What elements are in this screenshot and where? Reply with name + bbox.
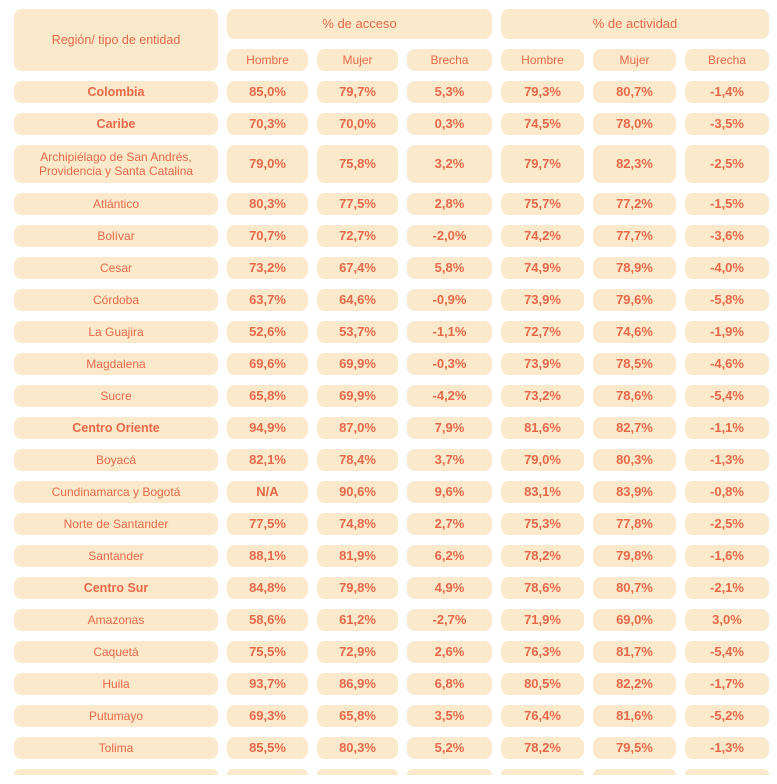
- value-cell: 52,6%: [227, 321, 308, 343]
- subheader-actividad-brecha: Brecha: [685, 49, 769, 71]
- value-cell: 73,9%: [501, 353, 584, 375]
- value-cell: 86,9%: [317, 673, 398, 695]
- value-cell: -1,1%: [407, 321, 492, 343]
- region-label-cell: Atlántico: [14, 193, 218, 215]
- value-cell: 3,0%: [685, 609, 769, 631]
- region-label-cell: Caquetá: [14, 641, 218, 663]
- value-cell: 79,7%: [501, 145, 584, 183]
- column-group-acceso: % de acceso: [227, 9, 492, 39]
- value-cell: 82,2%: [593, 673, 676, 695]
- value-cell: -4,2%: [407, 385, 492, 407]
- value-cell: 73,9%: [501, 289, 584, 311]
- value-cell: 9,6%: [407, 481, 492, 503]
- value-cell: 65,8%: [227, 385, 308, 407]
- value-cell: 94,9%: [227, 417, 308, 439]
- value-cell: 69,9%: [317, 385, 398, 407]
- value-cell: 5,2%: [407, 737, 492, 759]
- value-cell: -2,5%: [685, 145, 769, 183]
- value-cell: 79,8%: [317, 577, 398, 599]
- partial-row-cell: [14, 769, 218, 775]
- value-cell: -1,6%: [685, 545, 769, 567]
- value-cell: 77,5%: [317, 193, 398, 215]
- value-cell: 73,2%: [227, 257, 308, 279]
- value-cell: 78,2%: [501, 545, 584, 567]
- subheader-acceso-hombre: Hombre: [227, 49, 308, 71]
- value-cell: 69,9%: [317, 353, 398, 375]
- partial-row-cell: [407, 769, 492, 775]
- value-cell: -3,6%: [685, 225, 769, 247]
- value-cell: 53,7%: [317, 321, 398, 343]
- value-cell: 74,5%: [501, 113, 584, 135]
- value-cell: 7,9%: [407, 417, 492, 439]
- value-cell: -2,7%: [407, 609, 492, 631]
- value-cell: 74,2%: [501, 225, 584, 247]
- subheader-acceso-mujer: Mujer: [317, 49, 398, 71]
- value-cell: 77,2%: [593, 193, 676, 215]
- corner-header: Región/ tipo de entidad: [14, 9, 218, 71]
- value-cell: 75,5%: [227, 641, 308, 663]
- value-cell: 80,3%: [317, 737, 398, 759]
- value-cell: 84,8%: [227, 577, 308, 599]
- value-cell: 78,6%: [501, 577, 584, 599]
- value-cell: 65,8%: [317, 705, 398, 727]
- value-cell: -4,6%: [685, 353, 769, 375]
- value-cell: 78,2%: [501, 737, 584, 759]
- partial-row-cell: [685, 769, 769, 775]
- value-cell: 81,9%: [317, 545, 398, 567]
- value-cell: 78,6%: [593, 385, 676, 407]
- region-label-cell: Cundinamarca y Bogotá: [14, 481, 218, 503]
- value-cell: 71,9%: [501, 609, 584, 631]
- value-cell: 82,3%: [593, 145, 676, 183]
- value-cell: 70,7%: [227, 225, 308, 247]
- value-cell: 6,2%: [407, 545, 492, 567]
- value-cell: 79,3%: [501, 81, 584, 103]
- value-cell: 2,8%: [407, 193, 492, 215]
- region-label-cell: Sucre: [14, 385, 218, 407]
- partial-row-cell: [317, 769, 398, 775]
- value-cell: 76,3%: [501, 641, 584, 663]
- value-cell: 5,8%: [407, 257, 492, 279]
- value-cell: 72,9%: [317, 641, 398, 663]
- value-cell: 70,0%: [317, 113, 398, 135]
- value-cell: 72,7%: [317, 225, 398, 247]
- region-label-cell: Caribe: [14, 113, 218, 135]
- value-cell: 78,5%: [593, 353, 676, 375]
- value-cell: 79,0%: [227, 145, 308, 183]
- value-cell: 70,3%: [227, 113, 308, 135]
- value-cell: 85,5%: [227, 737, 308, 759]
- value-cell: 82,7%: [593, 417, 676, 439]
- data-table: [14, 9, 768, 775]
- region-label-cell: Archipiélago de San Andrés, Providencia y Santa Catalina: [14, 145, 218, 183]
- column-group-actividad: % de actividad: [501, 9, 769, 39]
- value-cell: 77,8%: [593, 513, 676, 535]
- value-cell: 81,7%: [593, 641, 676, 663]
- value-cell: -5,8%: [685, 289, 769, 311]
- value-cell: 63,7%: [227, 289, 308, 311]
- value-cell: 67,4%: [317, 257, 398, 279]
- value-cell: 87,0%: [317, 417, 398, 439]
- value-cell: 2,7%: [407, 513, 492, 535]
- value-cell: -0,3%: [407, 353, 492, 375]
- subheader-acceso-brecha: Brecha: [407, 49, 492, 71]
- value-cell: 88,1%: [227, 545, 308, 567]
- value-cell: 79,5%: [593, 737, 676, 759]
- value-cell: 69,0%: [593, 609, 676, 631]
- value-cell: 4,9%: [407, 577, 492, 599]
- region-label-cell: Magdalena: [14, 353, 218, 375]
- value-cell: -5,4%: [685, 385, 769, 407]
- value-cell: 69,3%: [227, 705, 308, 727]
- region-label-cell: Colombia: [14, 81, 218, 103]
- value-cell: 3,2%: [407, 145, 492, 183]
- value-cell: 81,6%: [593, 705, 676, 727]
- value-cell: -1,4%: [685, 81, 769, 103]
- value-cell: 83,1%: [501, 481, 584, 503]
- value-cell: 81,6%: [501, 417, 584, 439]
- region-label-cell: Tolima: [14, 737, 218, 759]
- region-label-cell: Bolívar: [14, 225, 218, 247]
- value-cell: 3,7%: [407, 449, 492, 471]
- value-cell: -4,0%: [685, 257, 769, 279]
- value-cell: 80,7%: [593, 577, 676, 599]
- value-cell: 74,6%: [593, 321, 676, 343]
- value-cell: 77,7%: [593, 225, 676, 247]
- value-cell: 72,7%: [501, 321, 584, 343]
- value-cell: -1,3%: [685, 449, 769, 471]
- value-cell: 3,5%: [407, 705, 492, 727]
- subheader-actividad-hombre: Hombre: [501, 49, 584, 71]
- value-cell: 85,0%: [227, 81, 308, 103]
- value-cell: -1,1%: [685, 417, 769, 439]
- value-cell: 64,6%: [317, 289, 398, 311]
- value-cell: 80,7%: [593, 81, 676, 103]
- value-cell: 78,9%: [593, 257, 676, 279]
- partial-row-cell: [227, 769, 308, 775]
- value-cell: 79,6%: [593, 289, 676, 311]
- value-cell: 5,3%: [407, 81, 492, 103]
- partial-row-cell: [501, 769, 584, 775]
- value-cell: 73,2%: [501, 385, 584, 407]
- value-cell: -1,9%: [685, 321, 769, 343]
- value-cell: 80,5%: [501, 673, 584, 695]
- value-cell: -2,1%: [685, 577, 769, 599]
- value-cell: -5,4%: [685, 641, 769, 663]
- value-cell: -2,0%: [407, 225, 492, 247]
- value-cell: 82,1%: [227, 449, 308, 471]
- value-cell: -1,7%: [685, 673, 769, 695]
- value-cell: -0,8%: [685, 481, 769, 503]
- region-label-cell: Centro Sur: [14, 577, 218, 599]
- value-cell: 77,5%: [227, 513, 308, 535]
- value-cell: 69,6%: [227, 353, 308, 375]
- value-cell: -1,5%: [685, 193, 769, 215]
- value-cell: -1,3%: [685, 737, 769, 759]
- region-label-cell: Córdoba: [14, 289, 218, 311]
- value-cell: 80,3%: [593, 449, 676, 471]
- region-label-cell: Norte de Santander: [14, 513, 218, 535]
- value-cell: 79,7%: [317, 81, 398, 103]
- value-cell: 83,9%: [593, 481, 676, 503]
- region-label-cell: Amazonas: [14, 609, 218, 631]
- value-cell: 75,7%: [501, 193, 584, 215]
- region-label-cell: Huila: [14, 673, 218, 695]
- value-cell: -5,2%: [685, 705, 769, 727]
- value-cell: 93,7%: [227, 673, 308, 695]
- value-cell: 74,8%: [317, 513, 398, 535]
- region-label-cell: La Guajira: [14, 321, 218, 343]
- value-cell: -0,9%: [407, 289, 492, 311]
- region-label-cell: Putumayo: [14, 705, 218, 727]
- value-cell: 6,8%: [407, 673, 492, 695]
- value-cell: 74,9%: [501, 257, 584, 279]
- value-cell: 80,3%: [227, 193, 308, 215]
- value-cell: 58,6%: [227, 609, 308, 631]
- subheader-actividad-mujer: Mujer: [593, 49, 676, 71]
- value-cell: 79,0%: [501, 449, 584, 471]
- value-cell: 75,8%: [317, 145, 398, 183]
- value-cell: 78,0%: [593, 113, 676, 135]
- value-cell: 79,8%: [593, 545, 676, 567]
- value-cell: -3,5%: [685, 113, 769, 135]
- value-cell: -2,5%: [685, 513, 769, 535]
- region-label-cell: Cesar: [14, 257, 218, 279]
- value-cell: 78,4%: [317, 449, 398, 471]
- value-cell: 75,3%: [501, 513, 584, 535]
- region-label-cell: Santander: [14, 545, 218, 567]
- partial-row-cell: [593, 769, 676, 775]
- value-cell: 90,6%: [317, 481, 398, 503]
- value-cell: 0,3%: [407, 113, 492, 135]
- value-cell: 2,6%: [407, 641, 492, 663]
- value-cell: N/A: [227, 481, 308, 503]
- region-label-cell: Boyacá: [14, 449, 218, 471]
- value-cell: 61,2%: [317, 609, 398, 631]
- value-cell: 76,4%: [501, 705, 584, 727]
- region-label-cell: Centro Oriente: [14, 417, 218, 439]
